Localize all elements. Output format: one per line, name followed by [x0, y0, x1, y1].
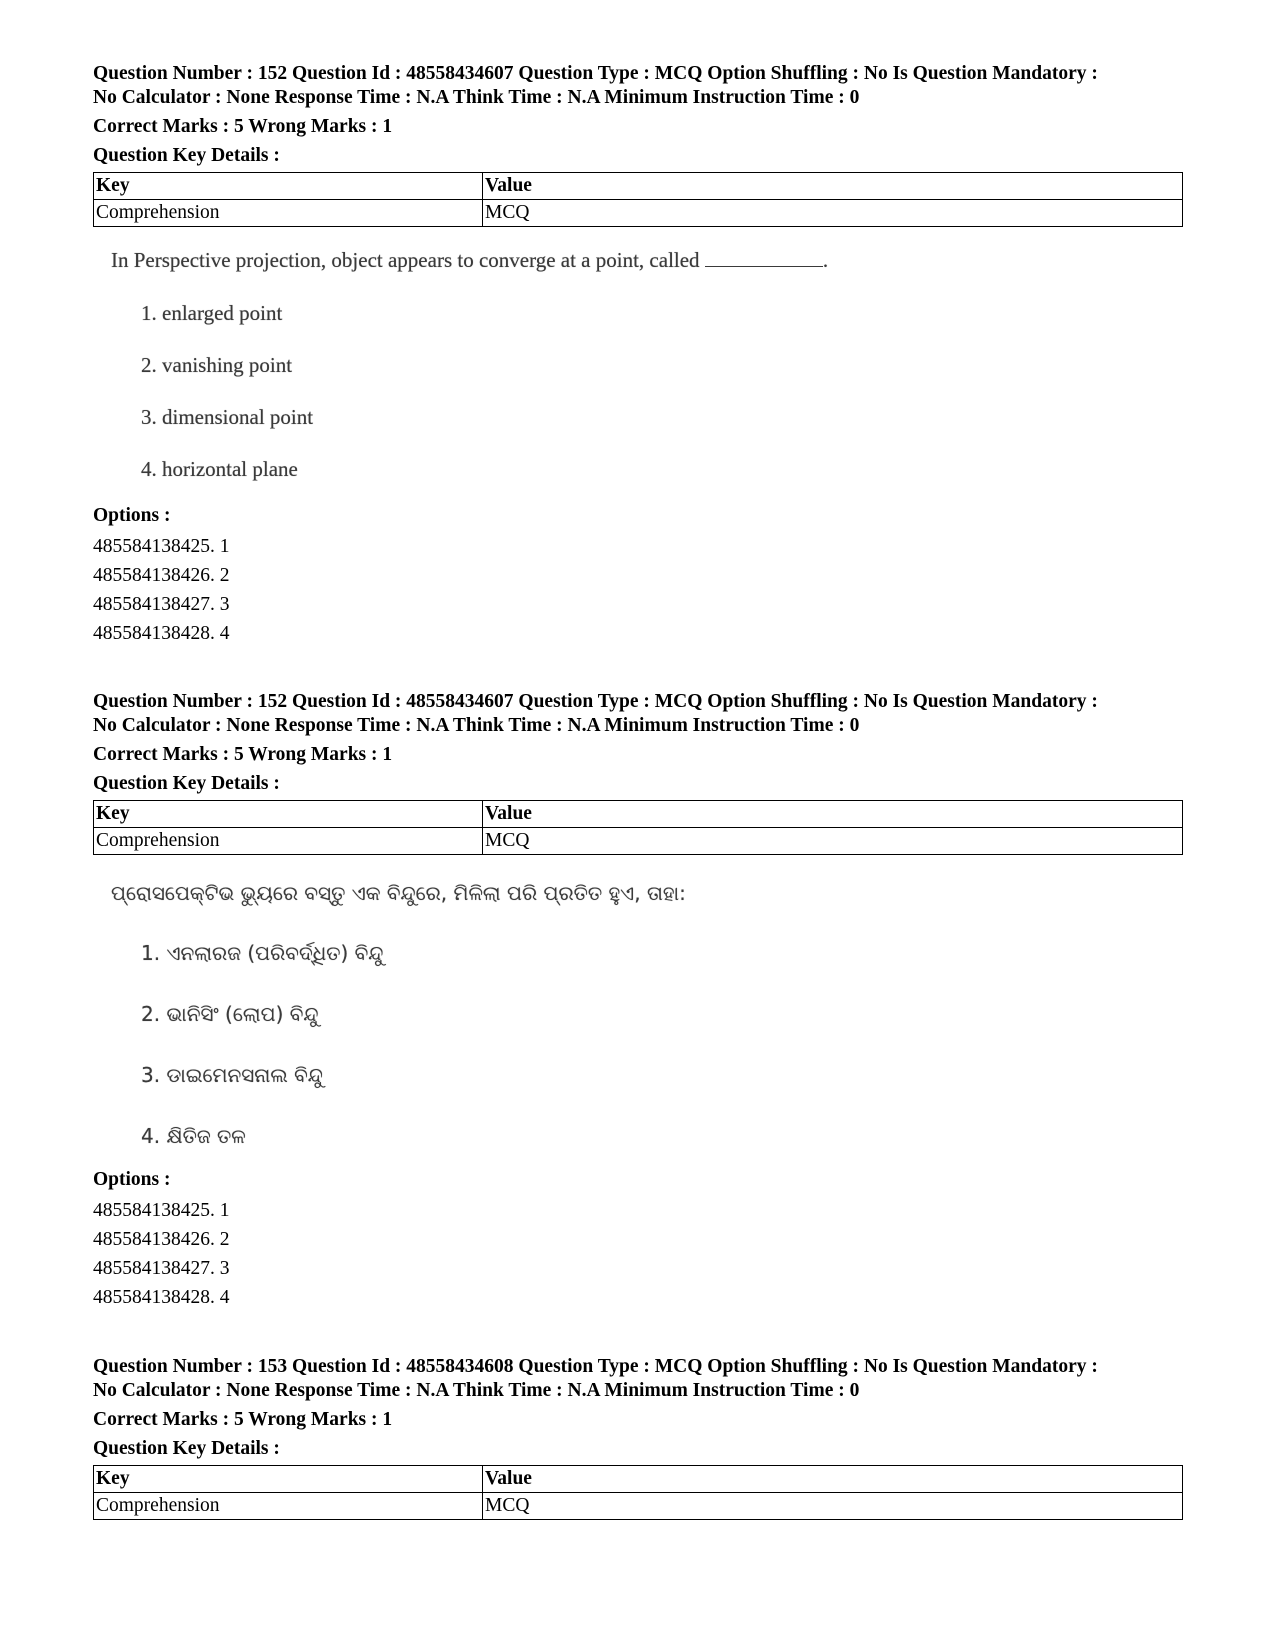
question-meta-line1: Question Number : 152 Question Id : 48558434607 Question Type : MCQ Option Shuffling : No Is Question Mandatory :	[93, 691, 1098, 712]
value-cell: MCQ	[483, 828, 1183, 855]
choice-4: 4. କ୍ଷିତିଜ ତଳ	[141, 1124, 246, 1148]
options-label: Options :	[93, 1169, 171, 1190]
key-header: Key	[94, 801, 483, 828]
table-row	[94, 1493, 1183, 1520]
choice-1: 1. ଏନଲାରଜ (ପରିବର୍ଦ୍ଧିତ) ବିନ୍ଦୁ	[141, 941, 384, 965]
question-stem	[111, 245, 1183, 275]
marks-line: Correct Marks : 5 Wrong Marks : 1	[93, 116, 393, 137]
answer-blank	[705, 248, 823, 267]
option-row: 485584138426. 2	[93, 565, 230, 586]
table-row	[94, 828, 1183, 855]
value-cell: MCQ	[483, 1493, 1183, 1520]
options-list	[93, 1196, 1183, 1312]
table-header-row	[94, 801, 1183, 828]
choice-3: 3. dimensional point	[141, 405, 314, 429]
key-details-table	[93, 800, 1183, 855]
question-meta-line1: Question Number : 153 Question Id : 48558434608 Question Type : MCQ Option Shuffling : No Is Question Mandatory :	[93, 1356, 1098, 1377]
key-cell: Comprehension	[94, 828, 483, 855]
key-cell: Comprehension	[94, 1493, 483, 1520]
question-meta-line2: No Calculator : None Response Time : N.A Think Time : N.A Minimum Instruction Time : 0	[93, 87, 860, 108]
question-block-3	[93, 1355, 1183, 1520]
option-row: 485584138426. 2	[93, 1229, 230, 1250]
key-header: Key	[94, 173, 483, 200]
question-meta-line2: No Calculator : None Response Time : N.A Think Time : N.A Minimum Instruction Time : 0	[93, 715, 860, 736]
option-row: 485584138428. 4	[93, 623, 230, 644]
question-meta-line1: Question Number : 152 Question Id : 48558434607 Question Type : MCQ Option Shuffling : No Is Question Mandatory :	[93, 63, 1098, 84]
key-details-table	[93, 172, 1183, 227]
table-header-row	[94, 1466, 1183, 1493]
choice-4: 4. horizontal plane	[141, 457, 298, 481]
question-stem: ପ୍ରୋସପେକ୍ଟିଭ ଭ୍ୟୁରେ ବସ୍ତୁ ଏକ ବିନ୍ଦୁରେ, ମିଳିଲା ପରି ପ୍ରତିତ ହୁଏ, ତାହା:	[111, 881, 686, 905]
table-row	[94, 200, 1183, 227]
choice-3: 3. ଡାଇମେନସନାଲ ବିନ୍ଦୁ	[141, 1063, 323, 1087]
table-header-row	[94, 173, 1183, 200]
option-row: 485584138425. 1	[93, 536, 230, 557]
option-row: 485584138427. 3	[93, 1258, 230, 1279]
options-label: Options :	[93, 505, 171, 526]
value-header: Value	[483, 801, 1183, 828]
key-details-table	[93, 1465, 1183, 1520]
question-image	[93, 245, 1183, 484]
key-details-label: Question Key Details :	[93, 773, 280, 794]
question-meta-line2: No Calculator : None Response Time : N.A Think Time : N.A Minimum Instruction Time : 0	[93, 1380, 860, 1401]
marks-line: Correct Marks : 5 Wrong Marks : 1	[93, 744, 393, 765]
choice-1: 1. enlarged point	[141, 301, 283, 325]
value-cell: MCQ	[483, 200, 1183, 227]
option-row: 485584138428. 4	[93, 1287, 230, 1308]
question-image	[93, 877, 1183, 1152]
option-row: 485584138427. 3	[93, 594, 230, 615]
stem-text: In Perspective projection, object appears to converge at a point, called	[111, 248, 700, 272]
marks-line: Correct Marks : 5 Wrong Marks : 1	[93, 1409, 393, 1430]
value-header: Value	[483, 173, 1183, 200]
key-cell: Comprehension	[94, 200, 483, 227]
key-details-label: Question Key Details :	[93, 1438, 280, 1459]
key-details-label: Question Key Details :	[93, 145, 280, 166]
key-header: Key	[94, 1466, 483, 1493]
value-header: Value	[483, 1466, 1183, 1493]
choice-2: 2. ଭାନିସିଂ (ଲୋପ) ବିନ୍ଦୁ	[141, 1002, 319, 1026]
question-block-2	[93, 690, 1183, 1312]
options-list	[93, 532, 1183, 648]
stem-end: .	[822, 248, 829, 272]
choice-2: 2. vanishing point	[141, 353, 293, 377]
option-row: 485584138425. 1	[93, 1200, 230, 1221]
question-block-1	[93, 62, 1183, 648]
